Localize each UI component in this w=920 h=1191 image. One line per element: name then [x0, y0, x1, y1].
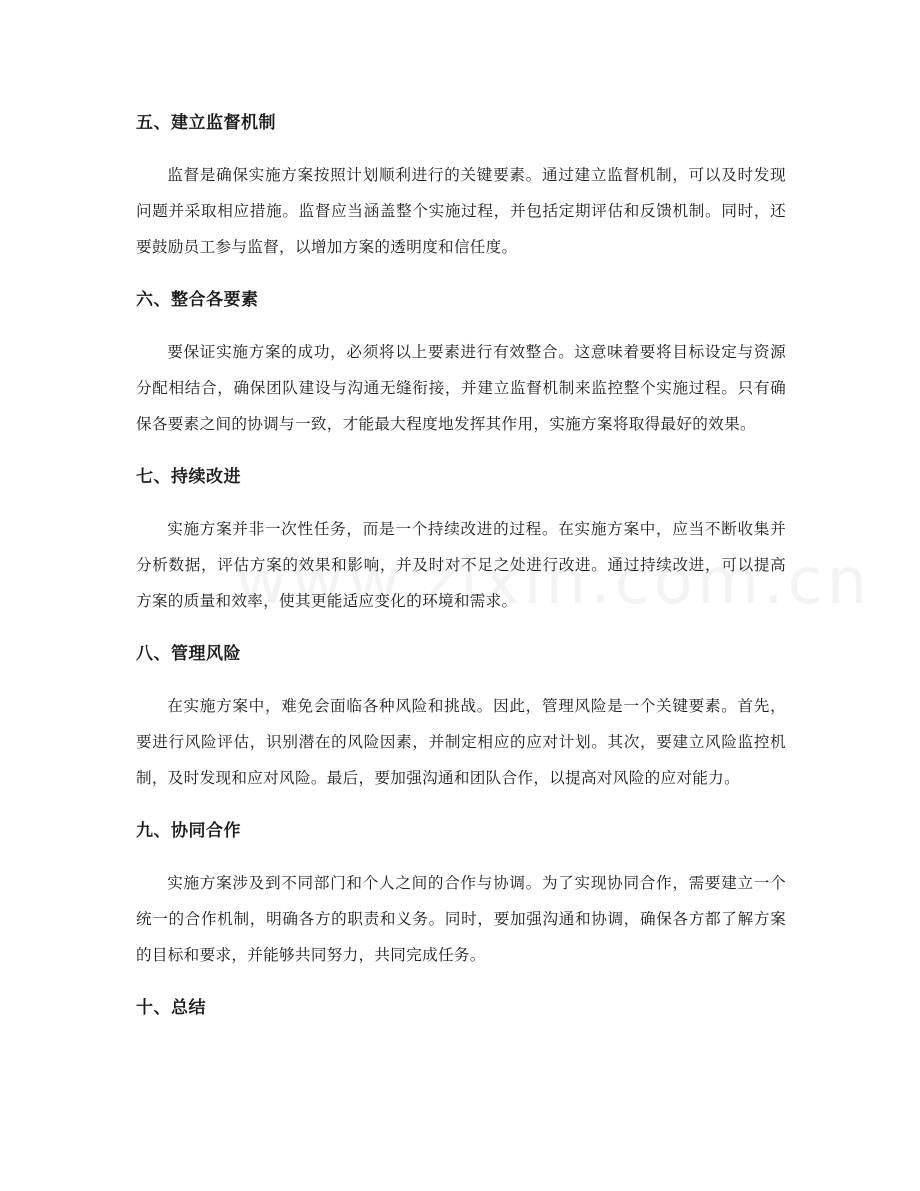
section-heading-6: 六、整合各要素 — [136, 290, 259, 310]
section-heading-9: 九、协同合作 — [136, 821, 241, 841]
document-body — [136, 108, 786, 1042]
section-heading-5: 五、建立监督机制 — [136, 113, 276, 133]
section-heading-8: 八、管理风险 — [136, 644, 241, 664]
section-paragraph-6: 要保证实施方案的成功，必须将以上要素进行有效整合。这意味着要将目标设定与资源分配相结合，确保团队建设与沟通无缝衔接，并建立监督机制来监控整个实施过程。只有确保各要素之间的协调与一致，才能最大程度地发挥其作用，实施方案将取得最好的效果。 — [136, 343, 786, 433]
section-paragraph-5: 监督是确保实施方案按照计划顺利进行的关键要素。通过建立监督机制，可以及时发现问题并采取相应措施。监督应当涵盖整个实施过程，并包括定期评估和反馈机制。同时，还要鼓励员工参与监督，以增加方案的透明度和信任度。 — [136, 166, 786, 256]
section-heading-7: 七、持续改进 — [136, 467, 241, 487]
section-paragraph-9: 实施方案涉及到不同部门和个人之间的合作与协调。为了实现协同合作，需要建立一个统一的合作机制，明确各方的职责和义务。同时，要加强沟通和协调，确保各方都了解方案的目标和要求，并能够共同努力，共同完成任务。 — [136, 874, 786, 964]
section-paragraph-7: 实施方案并非一次性任务，而是一个持续改进的过程。在实施方案中，应当不断收集并分析数据，评估方案的效果和影响，并及时对不足之处进行改进。通过持续改进，可以提高方案的质量和效率，使其更能适应变化的环境和需求。 — [136, 520, 786, 610]
section-heading-10: 十、总结 — [136, 998, 206, 1018]
section-paragraph-8: 在实施方案中，难免会面临各种风险和挑战。因此，管理风险是一个关键要素。首先，要进行风险评估，识别潜在的风险因素，并制定相应的应对计划。其次，要建立风险监控机制，及时发现和应对风险。最后，要加强沟通和团队合作，以提高对风险的应对能力。 — [136, 697, 786, 787]
